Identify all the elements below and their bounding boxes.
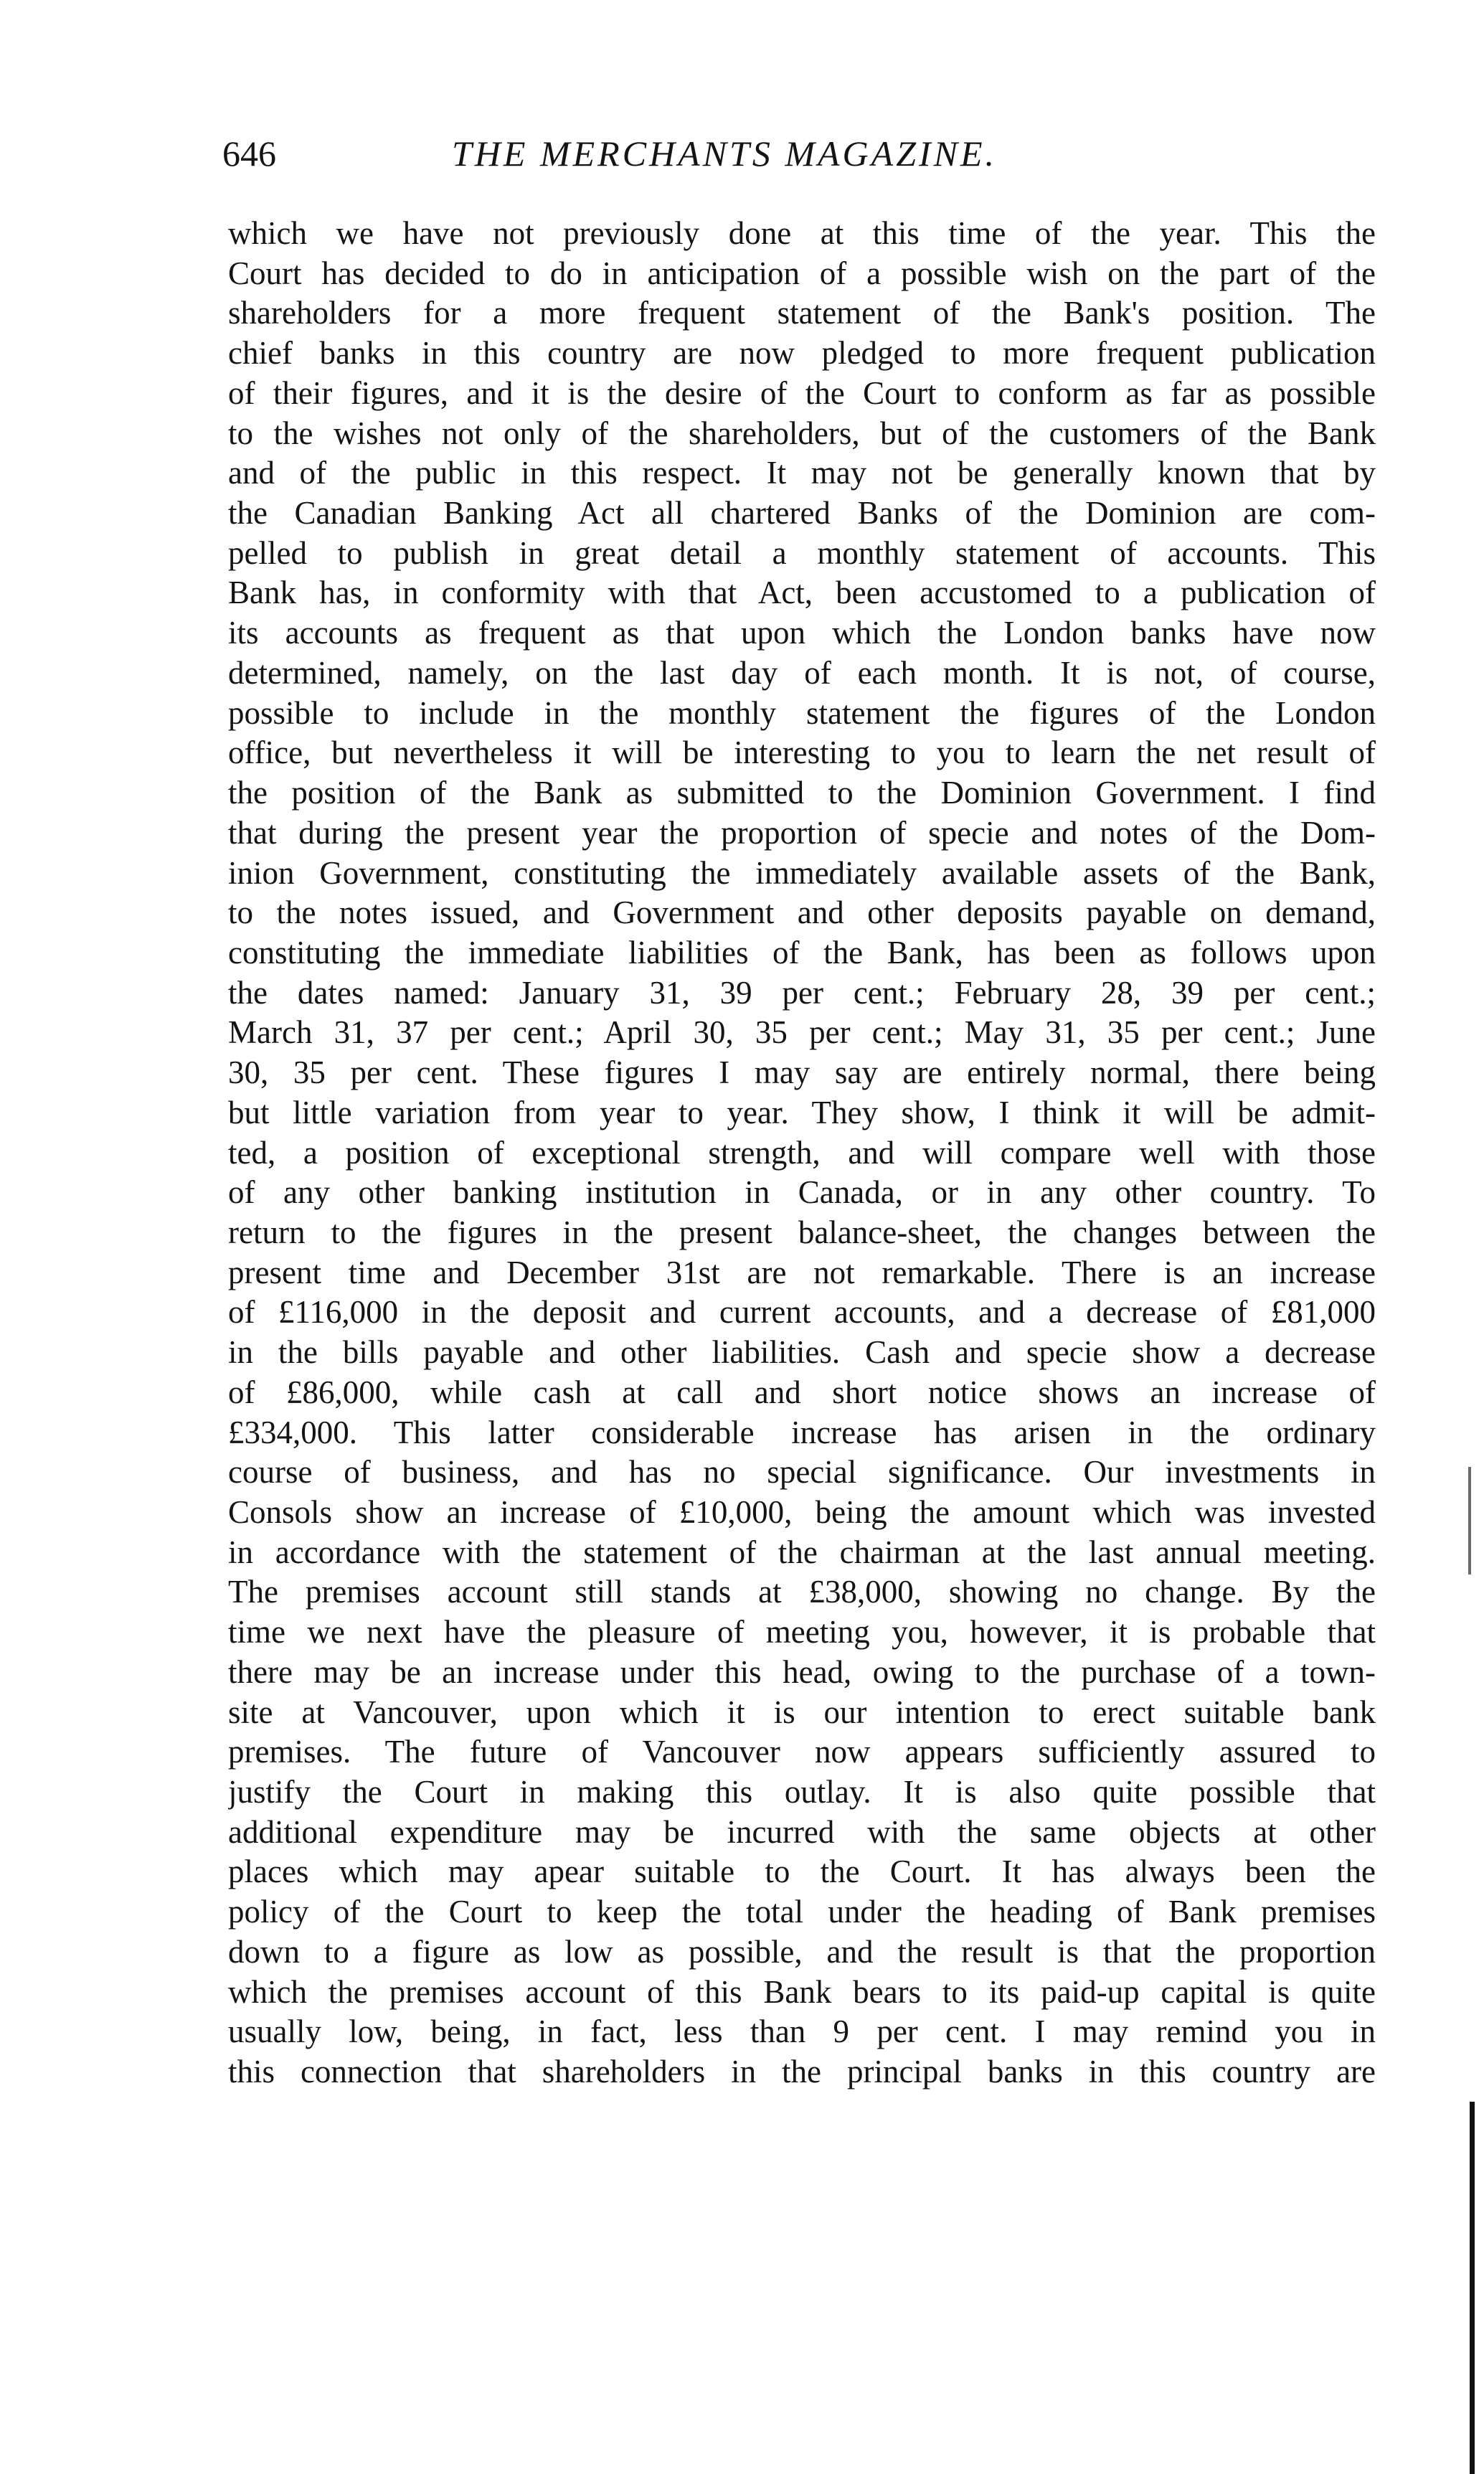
text-line: its accounts as frequent as that upon which the London banks have now [228, 615, 1376, 651]
text-line: and of the public in this respect. It may not be generally known that by [228, 455, 1376, 491]
text-line: March 31, 37 per cent.; April 30, 35 per cent.; May 31, 35 per cent.; June [228, 1014, 1376, 1051]
text-line: places which may apear suitable to the Court. It has always been the [228, 1854, 1376, 1890]
text-line: to the wishes not only of the shareholders, but of the customers of the Bank [228, 415, 1376, 451]
text-line: determined, namely, on the last day of each month. It is not, of course, [228, 654, 1376, 691]
running-title: THE MERCHANTS MAGAZINE. [452, 133, 998, 174]
text-line: ted, a position of exceptional strength, and will compare well with those [228, 1134, 1376, 1171]
text-line: inion Government, constituting the immediately available assets of the Bank, [228, 854, 1376, 891]
text-line: pelled to publish in great detail a monthly statement of accounts. This [228, 534, 1376, 571]
text-line: additional expenditure may be incurred with the same objects at other [228, 1813, 1376, 1850]
text-line: which the premises account of this Bank bears to its paid-up capital is quite [228, 1973, 1376, 2010]
text-line: of their figures, and it is the desire of the Court to conform as far as possible [228, 374, 1376, 411]
text-line: in accordance with the statement of the chairman at the last annual meeting. [228, 1534, 1376, 1570]
text-line: but little variation from year to year. They show, I think it will be admit- [228, 1094, 1376, 1130]
text-line: premises. The future of Vancouver now appears sufficiently assured to [228, 1734, 1376, 1770]
text-line: this connection that shareholders in the principal banks in this country are [228, 2054, 1376, 2090]
text-line: £334,000. This latter considerable increase has arisen in the ordinary [228, 1414, 1376, 1450]
text-line: The premises account still stands at £38,000, showing no change. By the [228, 1574, 1376, 1610]
text-line: which we have not previously done at this time of the year. This the [228, 215, 1376, 251]
text-line: Bank has, in conformity with that Act, been accustomed to a publication of [228, 575, 1376, 611]
text-line: of £116,000 in the deposit and current accounts, and a decrease of £81,000 [228, 1294, 1376, 1331]
text-line: usually low, being, in fact, less than 9 per cent. I may remind you in [228, 2013, 1376, 2050]
text-line: site at Vancouver, upon which it is our intention to erect suitable bank [228, 1694, 1376, 1730]
text-line: justify the Court in making this outlay. It is also quite possible that [228, 1774, 1376, 1810]
text-line: the Canadian Banking Act all chartered Banks of the Dominion are com- [228, 495, 1376, 532]
text-line: course of business, and has no special significance. Our investments in [228, 1454, 1376, 1491]
text-line: that during the present year the proportion of specie and notes of the Dom- [228, 814, 1376, 851]
text-line: in the bills payable and other liabilities. Cash and specie show a decrease [228, 1334, 1376, 1371]
scan-edge-mark [1468, 1467, 1471, 1574]
text-line: the dates named: January 31, 39 per cent.; February 28, 39 per cent.; [228, 974, 1376, 1011]
scan-edge-shadow [1470, 2102, 1475, 2474]
text-line: Court has decided to do in anticipation of a possible wish on the part of the [228, 255, 1376, 291]
text-line: constituting the immediate liabilities of the Bank, has been as follows upon [228, 934, 1376, 971]
text-line: of any other banking institution in Canada, or in any other country. To [228, 1174, 1376, 1211]
text-line: present time and December 31st are not remarkable. There is an increase [228, 1254, 1376, 1290]
text-line: to the notes issued, and Government and other deposits payable on demand, [228, 894, 1376, 931]
text-line: 30, 35 per cent. These figures I may say are entirely normal, there being [228, 1054, 1376, 1091]
text-line: office, but nevertheless it will be interesting to you to learn the net result of [228, 735, 1376, 771]
text-line: return to the figures in the present balance-sheet, the changes between the [228, 1214, 1376, 1250]
text-line: the position of the Bank as submitted to the Dominion Government. I find [228, 775, 1376, 811]
text-line: shareholders for a more frequent statement of the Bank's position. The [228, 295, 1376, 331]
page-header [222, 128, 1374, 185]
text-line: of £86,000, while cash at call and short notice shows an increase of [228, 1374, 1376, 1410]
text-line: down to a figure as low as possible, and the result is that the proportion [228, 1933, 1376, 1970]
page-number: 646 [222, 133, 276, 174]
body-text [228, 214, 1376, 2092]
text-line: possible to include in the monthly statement the figures of the London [228, 694, 1376, 731]
text-line: time we next have the pleasure of meeting you, however, it is probable that [228, 1614, 1376, 1651]
text-line: Consols show an increase of £10,000, being the amount which was invested [228, 1494, 1376, 1530]
text-line: there may be an increase under this head, owing to the purchase of a town- [228, 1653, 1376, 1690]
text-line: chief banks in this country are now pledged to more frequent publication [228, 335, 1376, 372]
text-line: policy of the Court to keep the total under the heading of Bank premises [228, 1894, 1376, 1930]
